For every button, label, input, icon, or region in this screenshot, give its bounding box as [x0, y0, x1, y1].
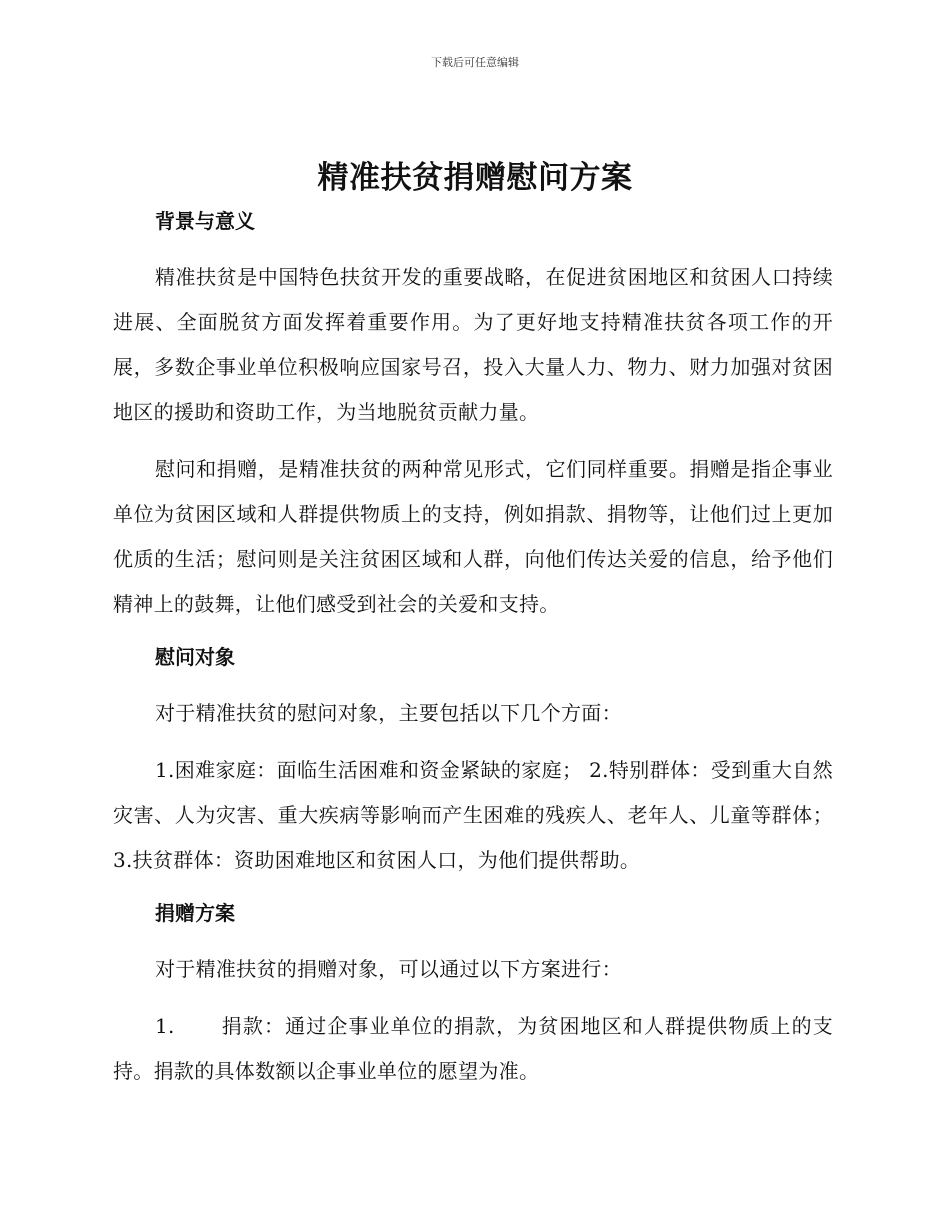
paragraph-background-1: 精准扶贫是中国特色扶贫开发的重要战略，在促进贫困地区和贫困人口持续进展、全面脱贫方面发挥着重要作用。为了更好地支持精准扶贫各项工作的开展，多数企事业单位积极响应国家号召，投入大量人力、物力、财力加强对贫困地区的援助和资助工作，为当地脱贫贡献力量。: [113, 265, 833, 424]
section-heading-donation: 捐赠方案: [155, 901, 235, 925]
document-body: [113, 203, 833, 1106]
page-header-note: 下载后可任意编辑: [431, 56, 519, 69]
section-heading-recipients: 慰问对象: [155, 645, 235, 669]
list-item-donation-1: [113, 1004, 833, 1094]
section-heading-background: 背景与意义: [155, 209, 255, 233]
paragraph-background-2: 慰问和捐赠，是精准扶贫的两种常见形式，它们同样重要。捐赠是指企事业单位为贫困区域和人群提供物质上的支持，例如捐款、捐物等，让他们过上更加优质的生活；慰问则是关注贫困区域和人群，向他们传达关爱的信息，给予他们精神上的鼓舞，让他们感受到社会的关爱和支持。: [113, 457, 833, 616]
paragraph-recipients-intro: 对于精准扶贫的慰问对象，主要包括以下几个方面：: [155, 701, 622, 725]
paragraph-recipients-list: 1.困难家庭：面临生活困难和资金紧缺的家庭； 2.特别群体：受到重大自然灾害、人为灾害、重大疾病等影响而产生困难的残疾人、老年人、儿童等群体； 3.扶贫群体：资助困难地区和贫困人口，为他们提供帮助。: [113, 758, 833, 872]
list-item-number: 1.: [155, 1014, 175, 1038]
list-item-text: 捐款：通过企事业单位的捐款，为贫困地区和人群提供物质上的支持。捐款的具体数额以企事业单位的愿望为准。: [113, 1014, 833, 1083]
paragraph-donation-intro: 对于精准扶贫的捐赠对象，可以通过以下方案进行：: [155, 957, 622, 981]
document-title: 精准扶贫捐赠慰问方案: [317, 160, 633, 196]
